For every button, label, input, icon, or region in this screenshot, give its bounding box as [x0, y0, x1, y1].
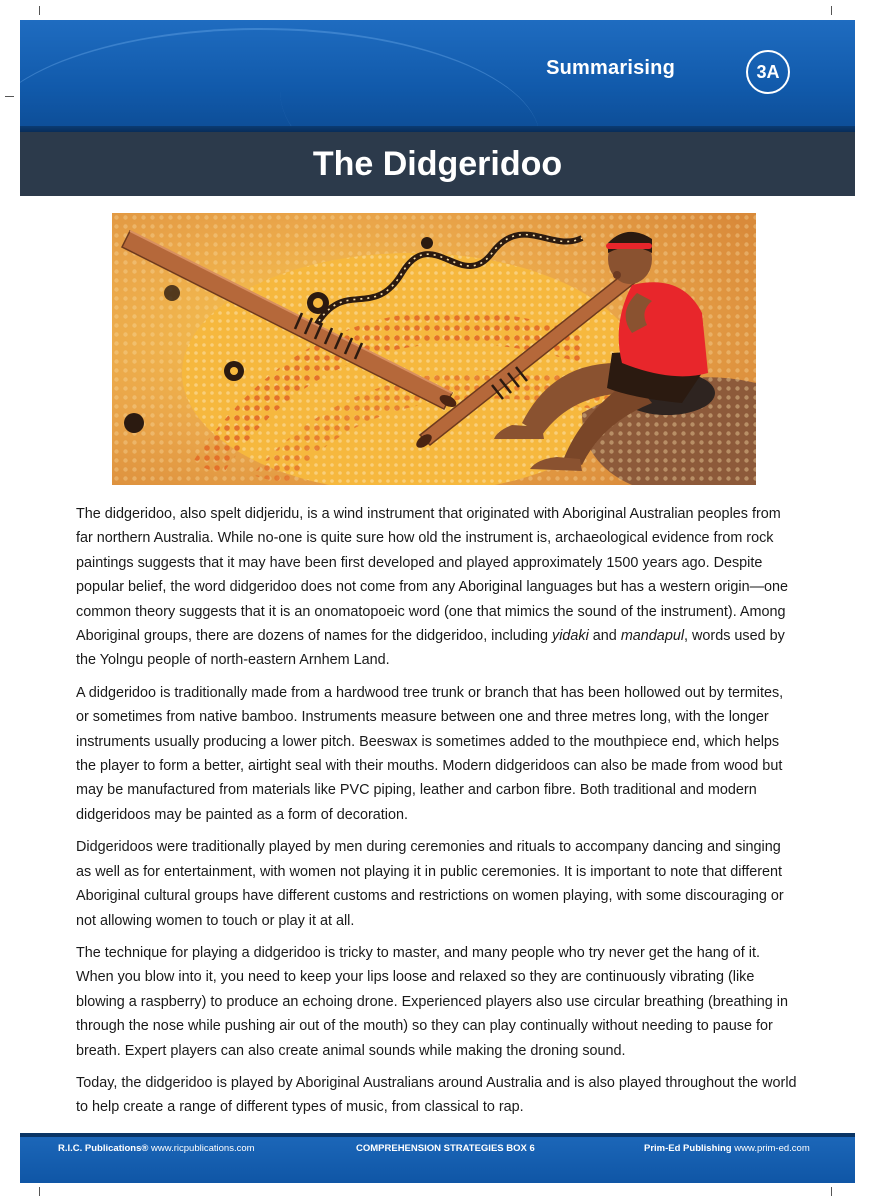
paragraph-today: Today, the didgeridoo is played by Aboriginal Australians around Australia and is also played throughout the world to help create a range of different types of music, from classical to rap.: [76, 1074, 797, 1116]
footer-left-url[interactable]: www.ricpublications.com: [151, 1143, 255, 1154]
card-code-badge: 3A: [746, 50, 790, 94]
term-mandapul: mandapul: [620, 628, 685, 645]
footer-left: R.I.C. Publications® www.ricpublications.com: [58, 1143, 255, 1154]
footer-right: Prim-Ed Publishing www.prim-ed.com: [644, 1143, 810, 1154]
footer-center: COMPREHENSION STRATEGIES BOX 6: [356, 1143, 535, 1154]
crop-mark: [39, 1187, 40, 1196]
footer-band: [20, 1133, 855, 1183]
term-yidaki: yidaki: [552, 628, 589, 645]
paragraph-origin: The didgeridoo, also spelt didjeridu, is a wind instrument that originated with Aboriginal Australian peoples from far northern Australia. While no-one is quite sure how old the instrument is, archaeological evidence from rock paintings suggests that it may have been first developed and played approximately 1500 years ago. Despite popular belief, the word didgeridoo does not come from any Aboriginal languages but has a western origin—one common theory suggests that it is an onomatopoeic word (one that mimics the sound of the instrument). Among Aboriginal groups, there are dozens of names for the didgeridoo, including yidaki and mandapul, words used by the Yolngu people of north-eastern Arnhem Land.: [76, 506, 788, 669]
page-title: The Didgeridoo: [312, 144, 563, 183]
didgeridoo-player-illustration: [112, 213, 756, 485]
header-band: [20, 20, 855, 132]
crop-mark: [39, 6, 40, 15]
crop-mark: [831, 1187, 832, 1196]
paragraph-construction: A didgeridoo is traditionally made from a hardwood tree trunk or branch that has been hollowed out by termites, or sometimes from native bamboo. Instruments measure between one and three metres long, with the longer instruments usually producing a lower pitch. Beeswax is sometimes added to the mouthpiece end, which helps the player to form a better, airtight seal with their mouths. Modern didgeridoos can also be made from wood but may be manufactured from materials like PVC piping, leather and carbon fibre. Both traditional and modern didgeridoos may be painted as a form of decoration.: [76, 684, 784, 823]
title-band: [20, 132, 855, 196]
crop-mark: [831, 6, 832, 15]
crop-mark: [5, 96, 14, 97]
strategy-label: Summarising: [546, 57, 675, 79]
paragraph-technique: The technique for playing a didgeridoo is tricky to master, and many people who try never get the hang of it. When you blow into it, you need to keep your lips loose and relaxed so they are continuously vibrating (like blowing a raspberry) to produce an echoing drone. Experienced players also use circular breathing (breathing in through the nose while pushing air out of the mouth) so they can play continually without needing to pause for breath. Expert players can also create animal sounds while making the droning sound.: [76, 944, 788, 1059]
article-body: [76, 502, 798, 1128]
footer-right-url[interactable]: www.prim-ed.com: [734, 1143, 810, 1154]
footer-stripe: [20, 1133, 855, 1137]
paragraph-ceremonies: Didgeridoos were traditionally played by men during ceremonies and rituals to accompany dancing and singing as well as for entertainment, with women not playing it in public ceremonies. It is important to note that different Aboriginal cultural groups have different customs and restrictions on women playing, with some discouraging or not allowing women to touch or play it at all.: [76, 839, 784, 929]
